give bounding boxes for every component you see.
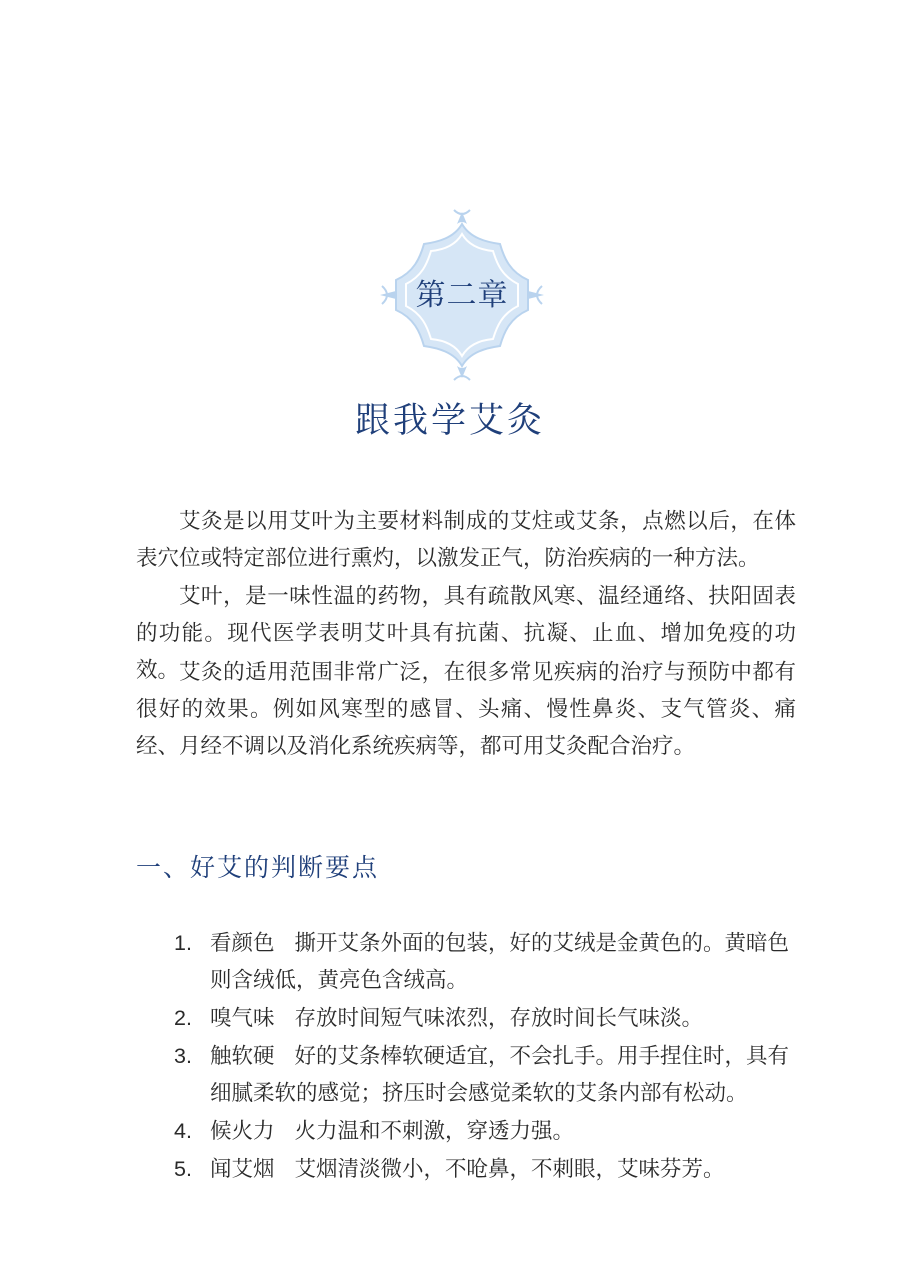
list-item [174,1038,804,1112]
item-number: 4. [174,1119,192,1143]
intro-paragraph: 艾叶，是一味性温的药物，具有疏散风寒、温经通络、扶阳固表的功能。现代医学表明艾叶具有抗菌、抗凝、止血、增加免疫的功效。 [136,584,796,683]
item-number: 3. [174,1044,192,1068]
item-term: 触软硬 [210,1044,275,1069]
intro-paragraph: 艾灸的适用范围非常广泛，在很多常见疾病的治疗与预防中都有很好的效果。例如风寒型的感冒、头痛、慢性鼻炎、支气管炎、痛经、月经不调以及消化系统疾病等，都可用艾灸配合治疗。 [136,660,796,759]
item-term: 闻艾烟 [210,1157,275,1182]
item-number: 1. [174,931,192,955]
chapter-number: 第二章 [415,278,509,313]
list-item [174,1151,804,1188]
item-text: 存放时间短气味浓烈，存放时间长气味淡。 [294,1006,704,1031]
list-item [174,1113,804,1150]
chapter-title: 跟我学艾灸 [354,401,545,441]
list-item [174,1000,804,1037]
item-text: 撕开艾条外面的包装，好的艾绒是金黄色的。黄暗色则含绒低，黄亮色含绒高。 [210,931,790,993]
item-text: 艾烟清淡微小，不呛鼻，不刺眼，艾味芬芳。 [294,1157,725,1182]
intro-paragraph: 艾灸是以用艾叶为主要材料制成的艾炷或艾条，点燃以后，在体表穴位或特定部位进行熏灼，以激发正气，防治疾病的一种方法。 [136,509,796,571]
criteria-list [174,925,804,1189]
item-term: 候火力 [210,1119,275,1144]
item-text: 好的艾条棒软硬适宜，不会扎手。用手捏住时，具有细腻柔软的感觉；挤压时会感觉柔软的艾条内部有松动。 [210,1044,790,1106]
item-term: 嗅气味 [210,1006,275,1031]
item-number: 5. [174,1157,192,1181]
item-text: 火力温和不刺激，穿透力强。 [294,1119,575,1144]
item-term: 看颜色 [210,931,275,956]
list-item [174,925,804,999]
section-heading: 一、好艾的判断要点 [136,853,380,882]
item-number: 2. [174,1006,192,1030]
